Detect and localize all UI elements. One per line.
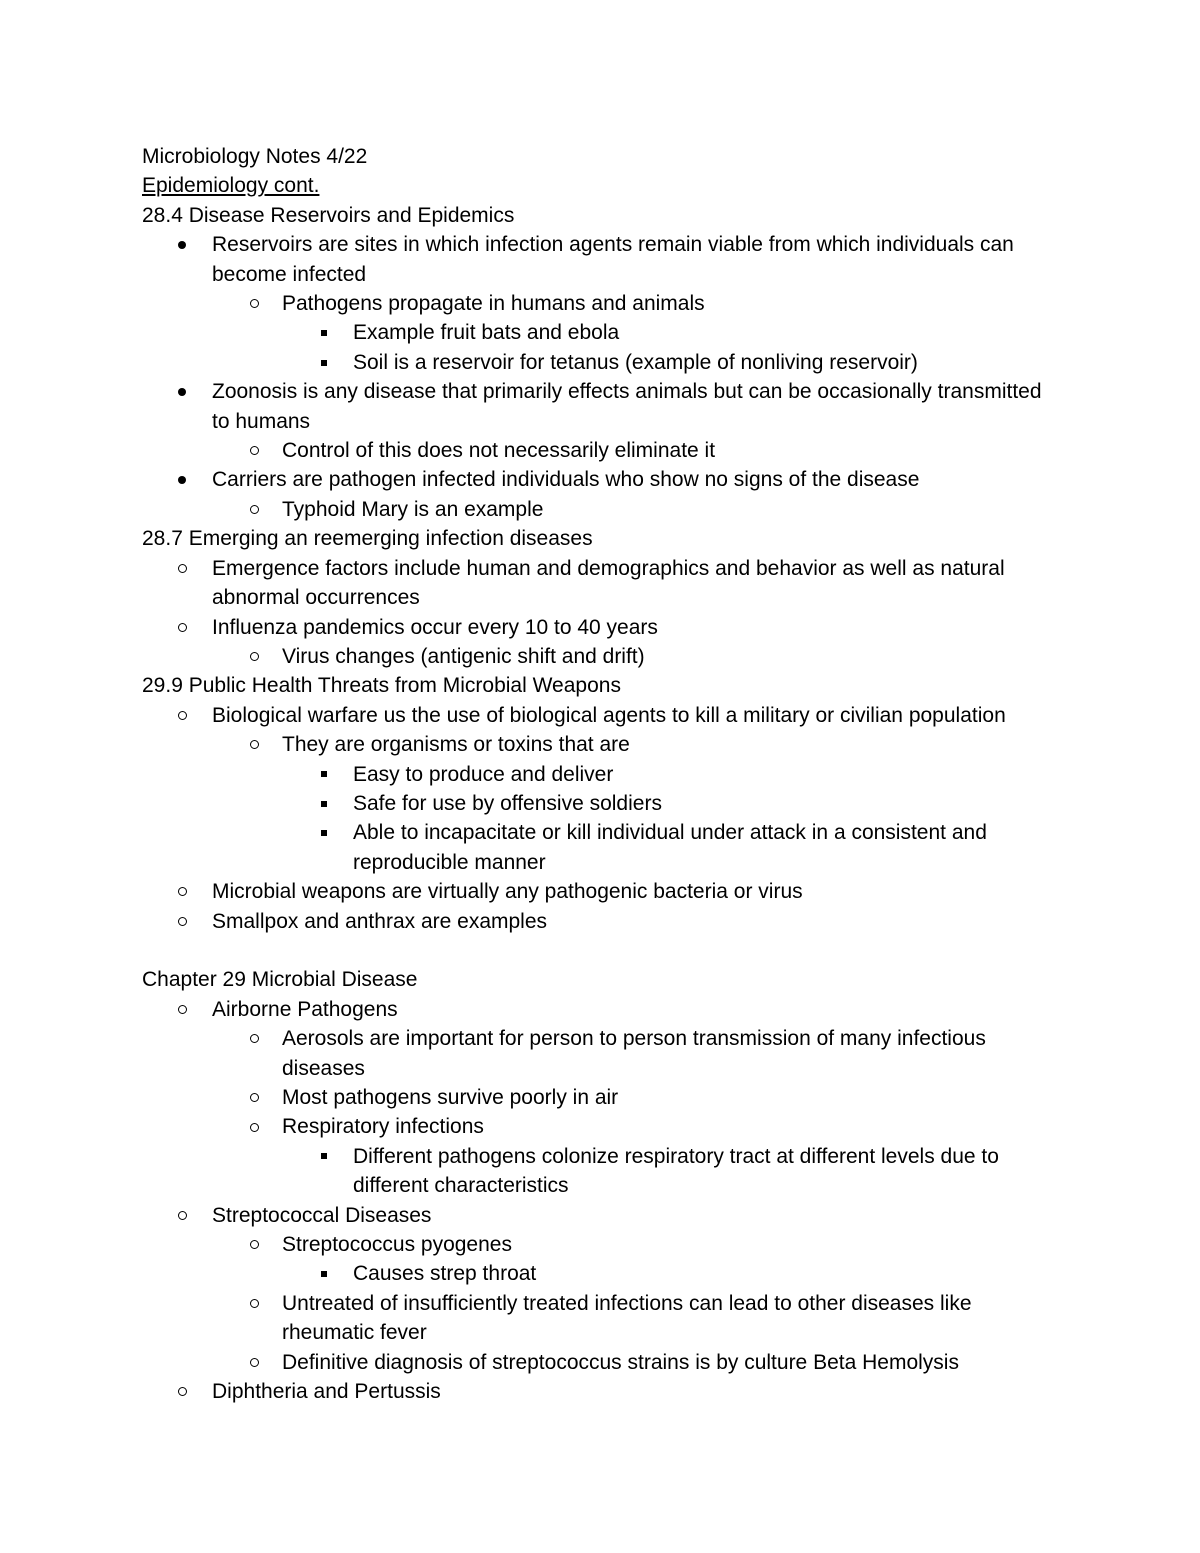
list-item — [142, 1289, 1102, 1318]
list-item-continuation — [142, 407, 1102, 436]
circle-bullet-icon — [244, 289, 264, 318]
list-item — [142, 318, 1102, 347]
list-item-text: Carriers are pathogen infected individuals who show no signs of the disease — [212, 468, 920, 492]
list-item-text: Example fruit bats and ebola — [353, 321, 620, 345]
section-heading: 29.9 Public Health Threats from Microbial Weapons — [142, 674, 621, 698]
list-item-text: to humans — [212, 409, 311, 433]
circle-bullet-icon — [244, 436, 264, 465]
list-item-text: Respiratory infections — [282, 1115, 484, 1139]
list-item-text: Definitive diagnosis of streptococcus strains is by culture Beta Hemolysis — [282, 1350, 959, 1374]
list-item-text: become infected — [212, 262, 367, 286]
list-item-text: They are organisms or toxins that are — [282, 733, 630, 757]
list-item-text: Reservoirs are sites in which infection agents remain viable from which individuals can — [212, 233, 1014, 257]
list-item-text: Untreated of insufficiently treated infections can lead to other diseases like — [282, 1291, 972, 1315]
list-item — [142, 554, 1102, 583]
section-heading: Chapter 29 Microbial Disease — [142, 968, 418, 992]
section-heading: 28.7 Emerging an reemerging infection diseases — [142, 527, 593, 551]
list-item — [142, 877, 1102, 906]
list-item-text: Virus changes (antigenic shift and drift) — [282, 644, 645, 668]
circle-bullet-icon — [244, 495, 264, 524]
list-item-text: Airborne Pathogens — [212, 997, 398, 1021]
dot-bullet-icon — [172, 230, 192, 259]
square-bullet-icon — [314, 818, 334, 847]
list-item-continuation — [142, 848, 1102, 877]
circle-bullet-icon — [172, 701, 192, 730]
list-item-text: rheumatic fever — [282, 1321, 427, 1345]
list-item-text: Streptococcal Diseases — [212, 1203, 432, 1227]
list-item-text: reproducible manner — [353, 850, 546, 874]
page-title: Microbiology Notes 4/22 — [142, 145, 368, 168]
notes-body — [142, 201, 1102, 1407]
circle-bullet-icon — [244, 1348, 264, 1377]
list-item-text: Aerosols are important for person to person transmission of many infectious — [282, 1027, 986, 1051]
circle-bullet-icon — [172, 554, 192, 583]
section-subtitle: Epidemiology cont. — [142, 174, 320, 198]
list-item — [142, 760, 1102, 789]
list-item — [142, 1112, 1102, 1141]
list-item-text: Influenza pandemics occur every 10 to 40 years — [212, 615, 658, 639]
list-item-text: different characteristics — [353, 1174, 569, 1198]
square-bullet-icon — [314, 1142, 334, 1171]
list-item-text: Control of this does not necessarily eliminate it — [282, 439, 716, 463]
list-item — [142, 1024, 1102, 1053]
blank-line — [142, 936, 1102, 965]
list-item — [142, 642, 1102, 671]
list-item — [142, 377, 1102, 406]
list-item-text: Diphtheria and Pertussis — [212, 1380, 441, 1404]
list-item-text: Microbial weapons are virtually any pathogenic bacteria or virus — [212, 880, 803, 904]
list-item-text: Smallpox and anthrax are examples — [212, 909, 548, 933]
list-item — [142, 995, 1102, 1024]
circle-bullet-icon — [244, 642, 264, 671]
list-item — [142, 1230, 1102, 1259]
square-bullet-icon — [314, 760, 334, 789]
list-item-text: Safe for use by offensive soldiers — [353, 791, 662, 815]
list-item-continuation — [142, 260, 1102, 289]
list-item-text: Typhoid Mary is an example — [282, 497, 544, 521]
square-bullet-icon — [314, 1259, 334, 1288]
list-item-continuation — [142, 1054, 1102, 1083]
circle-bullet-icon — [244, 730, 264, 759]
list-item — [142, 465, 1102, 494]
square-bullet-icon — [314, 789, 334, 818]
list-item-text: Easy to produce and deliver — [353, 762, 614, 786]
list-item-text: Most pathogens survive poorly in air — [282, 1085, 619, 1109]
circle-bullet-icon — [172, 907, 192, 936]
circle-bullet-icon — [172, 1201, 192, 1230]
list-item — [142, 1377, 1102, 1406]
dot-bullet-icon — [172, 465, 192, 494]
list-item — [142, 789, 1102, 818]
list-item — [142, 613, 1102, 642]
list-item-text: Causes strep throat — [353, 1262, 537, 1286]
circle-bullet-icon — [244, 1230, 264, 1259]
list-item — [142, 818, 1102, 847]
list-item-text: Zoonosis is any disease that primarily effects animals but can be occasionally transmitted — [212, 380, 1042, 404]
circle-bullet-icon — [244, 1024, 264, 1053]
dot-bullet-icon — [172, 377, 192, 406]
list-item — [142, 701, 1102, 730]
list-item — [142, 730, 1102, 759]
list-item — [142, 230, 1102, 259]
circle-bullet-icon — [244, 1083, 264, 1112]
list-item — [142, 1259, 1102, 1288]
list-item — [142, 1348, 1102, 1377]
list-item — [142, 495, 1102, 524]
list-item-text: diseases — [282, 1056, 365, 1080]
list-item — [142, 348, 1102, 377]
square-bullet-icon — [314, 318, 334, 347]
list-item-text: Emergence factors include human and demographics and behavior as well as natural — [212, 556, 1005, 580]
list-item-text: Soil is a reservoir for tetanus (example of nonliving reservoir) — [353, 350, 918, 374]
list-item — [142, 436, 1102, 465]
list-item — [142, 1201, 1102, 1230]
circle-bullet-icon — [172, 995, 192, 1024]
list-item-text: Streptococcus pyogenes — [282, 1233, 512, 1257]
notes-page — [142, 142, 1102, 1406]
circle-bullet-icon — [244, 1289, 264, 1318]
square-bullet-icon — [314, 348, 334, 377]
list-item-continuation — [142, 1318, 1102, 1347]
circle-bullet-icon — [172, 877, 192, 906]
list-item — [142, 289, 1102, 318]
list-item-text: Able to incapacitate or kill individual under attack in a consistent and — [353, 821, 987, 845]
section-heading: 28.4 Disease Reservoirs and Epidemics — [142, 203, 515, 227]
circle-bullet-icon — [172, 1377, 192, 1406]
list-item-text: Pathogens propagate in humans and animals — [282, 292, 705, 316]
list-item-text: Different pathogens colonize respiratory tract at different levels due to — [353, 1144, 999, 1168]
list-item-continuation — [142, 583, 1102, 612]
circle-bullet-icon — [244, 1112, 264, 1141]
list-item-text: Biological warfare us the use of biological agents to kill a military or civilian population — [212, 703, 1006, 727]
circle-bullet-icon — [172, 613, 192, 642]
list-item-continuation — [142, 1171, 1102, 1200]
list-item — [142, 1083, 1102, 1112]
list-item — [142, 907, 1102, 936]
list-item-text: abnormal occurrences — [212, 586, 420, 610]
list-item — [142, 1142, 1102, 1171]
